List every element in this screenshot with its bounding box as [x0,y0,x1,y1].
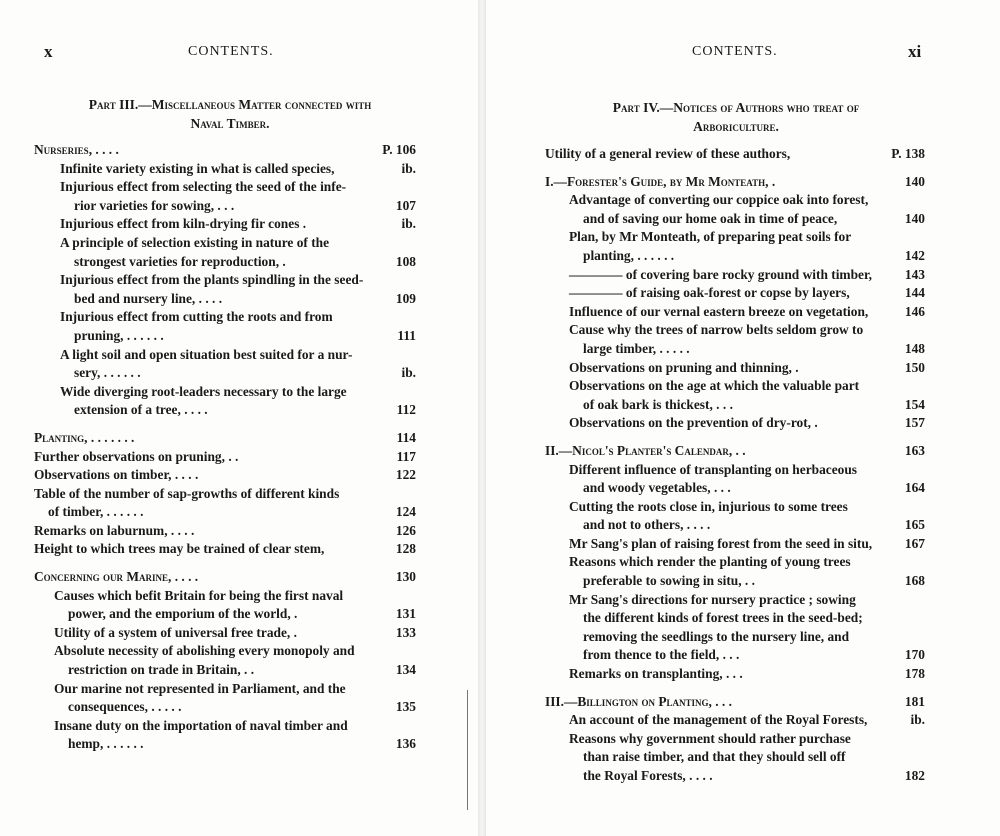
part-title-line-1: Part III.—Miscellaneous Matter connected with [88,97,372,112]
section-gap [545,684,925,693]
toc-entry-text: Planting, . . . . . . . [34,429,135,445]
toc-entry-text: hemp, . . . . . . [68,736,144,752]
toc-entry-text: Mr Sang's plan of raising forest from the seed in situ, [569,535,873,551]
toc-entry [34,698,416,717]
toc-page-number: 157 [904,415,925,431]
toc-page-number: 143 [904,266,925,282]
toc-entry-text: the different kinds of forest trees in the seed-bed; [583,610,863,626]
toc-entry [545,266,925,285]
toc-page-number: 108 [395,253,416,269]
section-gap [34,420,416,429]
toc-entry [34,178,416,197]
toc-entry-text: removing the seedlings to the nursery line, and [583,628,850,644]
toc-page-number: 136 [395,736,416,752]
toc-entry [545,340,925,359]
toc-entry-text: planting, . . . . . . [583,247,675,263]
toc-entry-text: Wide diverging root-leaders necessary to the large [60,383,347,399]
toc-entry [545,767,925,786]
toc-entry-text: Injurious effect from selecting the seed of the infe- [60,179,347,195]
toc-page-number: 167 [904,535,925,551]
toc-entry-text: from thence to the field, . . . [583,647,740,663]
toc-page-number: 165 [904,517,925,533]
toc-page-number: ib. [401,216,416,232]
toc-entry-text: power, and the emporium of the world, . [68,606,298,622]
toc-entry-text: Plan, by Mr Monteath, of preparing peat soils for [569,229,852,245]
toc-page-number: 112 [396,402,416,418]
toc-page-number: 124 [395,504,416,520]
toc-entry-text: Observations on the prevention of dry-rot, . [569,415,818,431]
toc-entry-text: Influence of our vernal eastern breeze on vegetation, [569,303,869,319]
toc-entry [34,364,416,383]
toc-entry [34,271,416,290]
toc-entry [545,359,925,378]
toc-entry-text: Injurious effect from kiln-drying fir cones . [60,216,307,232]
toc-entry-text: Insane duty on the importation of naval timber and [54,717,348,733]
toc-page-number: 122 [395,467,416,483]
toc-entry [34,661,416,680]
toc-entry-text: strongest varieties for reproduction, . [74,253,286,269]
toc-entry [545,414,925,433]
toc-entry [34,587,416,606]
toc-entry-text: large timber, . . . . . [583,340,690,356]
toc-entry [34,735,416,754]
toc-entry-text: Infinite variety existing in what is called species, [60,160,335,176]
toc-entry [545,247,925,266]
toc-entry-text: Observations on pruning and thinning, . [569,359,799,375]
left-page [0,0,478,836]
toc-entry-text: Remarks on transplanting, . . . [569,666,743,682]
toc-entry-text: sery, . . . . . . [74,365,141,381]
toc-page-number: ib. [401,365,416,381]
book-gutter [478,0,486,836]
section-gap [545,433,925,442]
toc-entry [545,646,925,665]
toc-entry-text: II.—Nicol's Planter's Calendar, . . [545,442,746,458]
toc-entry-text: Reasons why government should rather purchase [569,730,851,746]
toc-entry [545,553,925,572]
table-of-contents [34,141,416,754]
toc-entry-text: extension of a tree, . . . . [74,402,208,418]
toc-page-number: P. 106 [382,142,416,157]
toc-entry [545,665,925,684]
toc-page-number: 182 [904,768,925,783]
toc-entry [545,498,925,517]
toc-page-number: 117 [396,448,416,464]
toc-entry [34,401,416,420]
toc-entry-text: Absolute necessity of abolishing every monopoly and [54,643,355,659]
toc-page-number: 148 [904,340,925,356]
part-title [30,95,430,133]
toc-page-number: 128 [395,541,416,557]
toc-entry-text: Different influence of transplanting on herbaceous [569,461,858,477]
toc-page-number: 163 [904,442,925,458]
toc-page-number: 114 [396,429,416,445]
toc-entry [34,197,416,216]
toc-entry-text: the Royal Forests, . . . . [583,768,713,783]
toc-entry-text: I.—Forester's Guide, by Mr Monteath, . [545,173,776,189]
toc-page-number: 181 [904,693,925,709]
running-header: CONTENTS. [692,44,778,59]
toc-page-number: 130 [395,569,416,585]
toc-entry [545,228,925,247]
toc-page-number: 154 [904,396,925,412]
part-title-line-2: Arboriculture. [693,119,779,134]
part-title-line-2: Naval Timber. [190,116,270,131]
toc-page-number: 168 [904,573,925,589]
toc-entry-text: Injurious effect from the plants spindling in the seed- [60,272,364,288]
section-gap [545,164,925,173]
toc-entry [34,160,416,179]
toc-section-heading [34,568,416,587]
toc-page-number: 178 [904,666,925,682]
toc-entry-text: Cause why the trees of narrow belts seldom grow to [569,322,864,338]
toc-entry-text: Reasons which render the planting of young trees [569,554,851,570]
toc-entry [34,308,416,327]
toc-page-number: 107 [395,197,416,213]
part-title [536,98,936,136]
toc-entry-text: preferable to sowing in situ, . . [583,573,755,589]
toc-page-number: P. 138 [891,146,925,161]
toc-entry-text: of oak bark is thickest, . . . [583,396,733,412]
toc-page-number: 131 [395,606,416,622]
toc-entry [545,377,925,396]
toc-entry [545,516,925,535]
toc-entry-text: ———— of covering bare rocky ground with timber, [569,266,873,282]
toc-entry [34,383,416,402]
toc-section-heading [34,141,416,160]
toc-entry-text: restriction on trade in Britain, . . [68,662,255,678]
toc-entry [34,680,416,699]
toc-page-number: 164 [904,480,925,496]
table-of-contents [545,145,925,786]
toc-entry [34,466,416,485]
toc-entry [34,624,416,643]
toc-entry [34,503,416,522]
toc-page-number: ib. [910,712,925,728]
toc-entry [545,628,925,647]
binding-line [467,690,468,810]
toc-page-number: 109 [395,290,416,306]
toc-entry-text: An account of the management of the Royal Forests, [569,712,868,728]
toc-entry-text: Observations on the age at which the valuable part [569,378,860,394]
toc-entry-text: A light soil and open situation best suited for a nur- [60,346,353,362]
toc-entry-text: and not to others, . . . . [583,517,711,533]
toc-page-number: 140 [904,173,925,189]
page-number: x [44,42,53,61]
toc-entry-text: Injurious effect from cutting the roots and from [60,309,333,325]
part-title-line-1: Part IV.—Notices of Authors who treat of [612,100,860,115]
toc-entry [34,234,416,253]
toc-entry-text: Advantage of converting our coppice oak into forest, [569,192,869,208]
toc-page-number: 146 [904,303,925,319]
toc-entry [34,605,416,624]
toc-entry [34,253,416,272]
toc-entry [545,210,925,229]
toc-entry-text: A principle of selection existing in nature of the [60,234,330,250]
toc-entry [545,321,925,340]
toc-entry [545,535,925,554]
toc-entry [34,642,416,661]
toc-section-heading [545,693,925,712]
toc-entry-text: Nurseries, . . . . [34,142,119,157]
toc-entry-text: and woody vegetables, . . . [583,480,731,496]
toc-entry [34,290,416,309]
toc-entry [34,717,416,736]
toc-entry-text: Our marine not represented in Parliament, and the [54,680,346,696]
toc-entry-text: Utility of a general review of these authors, [545,146,791,161]
toc-entry [545,609,925,628]
toc-entry-text: of timber, . . . . . . [48,504,144,520]
toc-page-number: 142 [904,247,925,263]
toc-entry-text: Cutting the roots close in, injurious to some trees [569,498,848,514]
toc-entry-text: rior varieties for sowing, . . . [74,197,235,213]
toc-entry [545,284,925,303]
toc-entry [34,327,416,346]
toc-section-heading [545,173,925,192]
toc-entry-text: Mr Sang's directions for nursery practice ; sowing [569,591,856,607]
toc-page-number: 170 [904,647,925,663]
toc-entry [34,540,416,559]
toc-section-heading [34,429,416,448]
toc-entry-text: III.—Billington on Planting, . . . [545,693,732,709]
toc-entry [545,711,925,730]
toc-entry [34,485,416,504]
toc-entry-text: pruning, . . . . . . [74,327,164,343]
toc-page-number: 135 [395,699,416,715]
toc-page-number: 126 [395,522,416,538]
toc-entry-text: consequences, . . . . . [68,699,182,715]
toc-entry [34,346,416,365]
toc-entry-text: Causes which befit Britain for being the first naval [54,587,344,603]
toc-entry [545,748,925,767]
page-number: xi [908,42,922,61]
toc-section-heading [545,442,925,461]
toc-entry-text: Remarks on laburnum, . . . . [34,522,195,538]
toc-entry [545,591,925,610]
toc-entry-text: Height to which trees may be trained of clear stem, [34,541,325,557]
right-page [486,0,1000,836]
section-gap [34,559,416,568]
toc-page-number: 111 [397,327,416,343]
toc-entry-text: bed and nursery line, . . . . [74,290,223,306]
toc-entry-text: Utility of a system of universal free trade, . [54,624,297,640]
toc-entry-text: Concerning our Marine, . . . . [34,569,199,585]
running-header: CONTENTS. [188,44,274,59]
toc-entry-text: than raise timber, and that they should sell off [583,749,846,765]
toc-page-number: 133 [395,624,416,640]
toc-page-number: 134 [395,662,416,678]
toc-entry-text: ———— of raising oak-forest or copse by layers, [569,285,850,301]
toc-entry [545,303,925,322]
toc-page-number: 140 [904,210,925,226]
toc-entry [545,191,925,210]
toc-entry-text: and of saving our home oak in time of peace, [583,210,838,226]
toc-entry [545,479,925,498]
toc-entry [545,145,925,164]
toc-entry [34,215,416,234]
toc-entry [545,572,925,591]
toc-entry-text: Observations on timber, . . . . [34,467,199,483]
toc-entry [34,448,416,467]
toc-entry [545,461,925,480]
toc-entry [545,730,925,749]
toc-entry-text: Table of the number of sap-growths of different kinds [34,485,340,501]
toc-page-number: 144 [904,285,925,301]
toc-page-number: ib. [401,160,416,176]
toc-entry [34,522,416,541]
toc-entry-text: Further observations on pruning, . . [34,448,239,464]
toc-page-number: 150 [904,359,925,375]
toc-entry [545,396,925,415]
